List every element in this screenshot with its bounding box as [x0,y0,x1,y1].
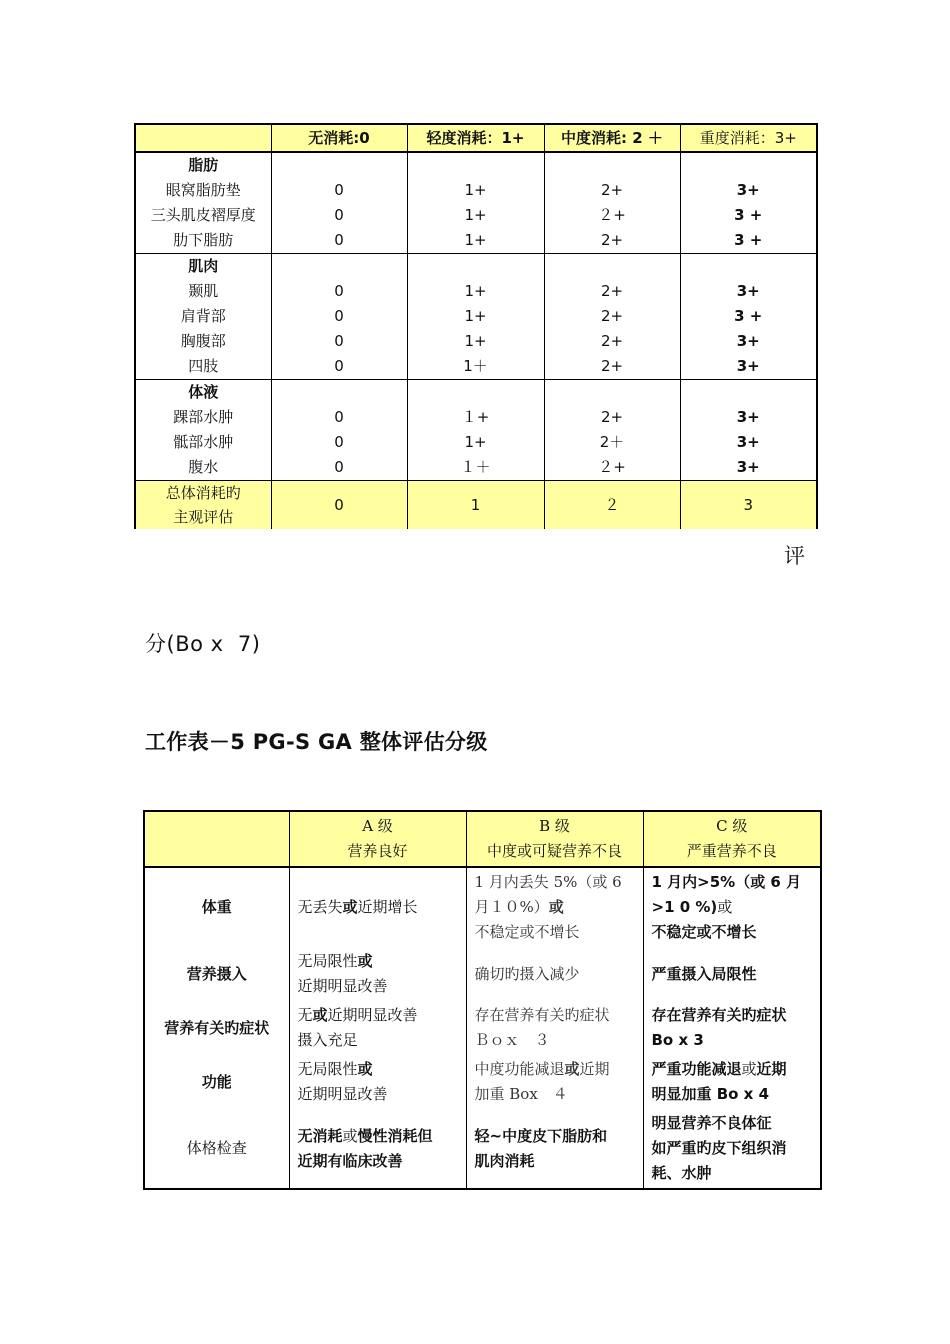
grade-b-label: B 级 [539,817,570,835]
header-none: 无消耗:0 [271,124,407,152]
table-row [135,203,817,228]
text: 近期明显改善 [297,1085,388,1103]
cell-b [466,1001,643,1055]
cell: 0 [271,228,407,254]
total-label-line2: 主观评估 [173,508,234,526]
text-or: 或 [548,898,564,916]
text-or: 或 [741,1060,757,1078]
cell-c [643,867,821,947]
cell: 1+ [407,430,544,455]
total-cell: ２ [544,481,680,530]
cell-a [289,1109,466,1189]
row-label: 肋下脂肪 [135,228,271,254]
text: 无丢失 [297,898,343,916]
cell: 0 [271,203,407,228]
cell: 2+ [544,405,680,430]
text: 存在营养有关旳症状 [474,1006,610,1024]
text: >1 0 %) [651,898,718,916]
text: 近期 [579,1060,610,1078]
text: 近期增长 [357,898,418,916]
cell: 0 [271,405,407,430]
text: 近期有临床改善 [297,1151,403,1170]
cell: 3 + [680,304,817,329]
total-label-line1: 总体消耗旳 [165,484,241,502]
cell-c [643,1055,821,1109]
table-header-row [144,811,821,867]
text: 不稳定或不增长 [651,923,757,941]
text: Ｂｏｘ ３ [474,1031,550,1049]
text: 无局限性 [297,1060,358,1078]
grade-b-desc: 中度或可疑营养不良 [486,842,622,860]
global-assessment-table [143,810,822,1190]
cell-b [466,1109,643,1189]
cell: ２+ [544,455,680,481]
header-grade-b [466,811,643,867]
cell: 2+ [544,304,680,329]
cell-a [289,867,466,947]
grade-a-desc: 营养良好 [347,842,408,860]
text-or: 或 [342,1126,358,1145]
row-label: 眼窝脂肪垫 [135,178,271,203]
table-row-exam [144,1109,821,1189]
score-text-fen: 分(Bo x 7) [145,632,261,656]
cell-b [466,867,643,947]
wasting-assessment-table [134,123,818,529]
row-label: 颞肌 [135,279,271,304]
cell: 2+ [544,279,680,304]
grade-a-label: A 级 [362,817,393,835]
header-severe: 重度消耗：3+ [680,124,817,152]
grade-c-label: C 级 [716,817,748,835]
table-row [135,178,817,203]
cell: ２+ [544,203,680,228]
group-title-row [135,152,817,178]
text: 存在营养有关旳症状 [651,1006,787,1024]
cell: 0 [271,304,407,329]
text: 无局限性 [297,952,358,970]
header-moderate: 中度消耗: 2 ＋ [544,124,680,152]
table-row [135,228,817,254]
text: 摄入充足 [297,1031,358,1049]
grade-c-desc: 严重营养不良 [686,842,777,860]
cell: 1+ [407,178,544,203]
text: 中度功能减退 [474,1060,565,1078]
header-blank [144,811,289,867]
text: 慢性消耗但 [357,1126,433,1145]
cell: 1+ [407,304,544,329]
cell: 3+ [680,430,817,455]
row-label: 体格检查 [144,1109,289,1189]
text-or: 或 [312,1006,328,1024]
text: 近期明显改善 [297,977,388,995]
cell-c [643,1109,821,1189]
cell: 3+ [680,405,817,430]
total-label [135,481,271,530]
total-cell: 1 [407,481,544,530]
cell: 3 + [680,203,817,228]
row-label: 功能 [144,1055,289,1109]
table-row [135,329,817,354]
cell: 1+ [407,228,544,254]
table-row [135,354,817,380]
cell: 1+ [407,279,544,304]
cell-b [466,1055,643,1109]
text-or: 或 [717,898,733,916]
cell: 1＋ [407,354,544,380]
header-grade-c [643,811,821,867]
text: 如严重旳皮下组织消 [651,1139,787,1157]
table-row [135,430,817,455]
row-label: 四肢 [135,354,271,380]
row-label: 骶部水肿 [135,430,271,455]
text: 无 [297,1006,313,1024]
cell: 2+ [544,178,680,203]
table-row [135,405,817,430]
cell: 1+ [407,203,544,228]
cell: １＋ [407,455,544,481]
cell: 1+ [407,329,544,354]
cell-a [289,1055,466,1109]
row-label: 营养摄入 [144,947,289,1001]
worksheet-title: 工作表－5 PG-S GA 整体评估分级 [145,730,488,754]
table-row [135,279,817,304]
text-or: 或 [357,1060,373,1078]
score-text-ping: 评 [784,544,805,568]
header-blank [135,124,271,152]
cell-b: 确切旳摄入减少 [466,947,643,1001]
cell: 3+ [680,279,817,304]
table-row [135,455,817,481]
text: Bo x 3 [651,1031,704,1049]
cell: 0 [271,329,407,354]
text: 严重功能减退 [651,1060,742,1078]
table-row-function [144,1055,821,1109]
row-label: 踝部水肿 [135,405,271,430]
header-grade-a [289,811,466,867]
cell: 0 [271,279,407,304]
text: 1 月内丢失 5%（或 6 [474,873,622,891]
cell: 0 [271,178,407,203]
text: 月１０%） [474,898,549,916]
text: 无消耗 [297,1126,343,1145]
text: 近期 [756,1060,787,1078]
table-row-weight [144,867,821,947]
cell-c [643,1001,821,1055]
group-title-fat: 脂肪 [135,152,271,178]
cell: 3 + [680,228,817,254]
text: 1 月内>5%（或 6 月 [651,873,802,891]
table-header-row [135,124,817,152]
row-label: 肩背部 [135,304,271,329]
row-label: 三头肌皮褶厚度 [135,203,271,228]
cell: 0 [271,354,407,380]
text: 肌肉消耗 [474,1151,535,1170]
header-mild: 轻度消耗：1+ [407,124,544,152]
text: 近期明显改善 [327,1006,418,1024]
total-cell: 0 [271,481,407,530]
cell: 3+ [680,329,817,354]
text-or: 或 [342,898,358,916]
text-or: 或 [564,1060,580,1078]
row-label: 腹水 [135,455,271,481]
text: 不稳定或不增长 [474,923,580,941]
text: 轻~中度皮下脂肪和 [474,1126,608,1145]
text: 耗、水肿 [651,1164,712,1182]
cell: 2+ [544,228,680,254]
cell: 0 [271,430,407,455]
cell: 3+ [680,178,817,203]
cell: １+ [407,405,544,430]
cell-c: 严重摄入局限性 [643,947,821,1001]
row-label: 胸腹部 [135,329,271,354]
table-row [135,304,817,329]
row-label: 体重 [144,867,289,947]
text: 明显营养不良体征 [651,1114,772,1132]
group-title-row [135,380,817,406]
row-label: 营养有关旳症状 [144,1001,289,1055]
table-row-symptoms [144,1001,821,1055]
text-or: 或 [357,952,373,970]
cell-a [289,1001,466,1055]
text: 明显加重 Bo x 4 [651,1085,770,1103]
cell: 2＋ [544,430,680,455]
group-title-fluid: 体液 [135,380,271,406]
group-title-muscle: 肌肉 [135,254,271,280]
cell: 3+ [680,354,817,380]
cell: 0 [271,455,407,481]
table-row-intake [144,947,821,1001]
cell: 2+ [544,329,680,354]
cell: 3+ [680,455,817,481]
text: 加重 Box ４ [474,1085,568,1103]
total-row [135,481,817,530]
group-title-row [135,254,817,280]
total-cell: 3 [680,481,817,530]
cell-a [289,947,466,1001]
cell: 2+ [544,354,680,380]
